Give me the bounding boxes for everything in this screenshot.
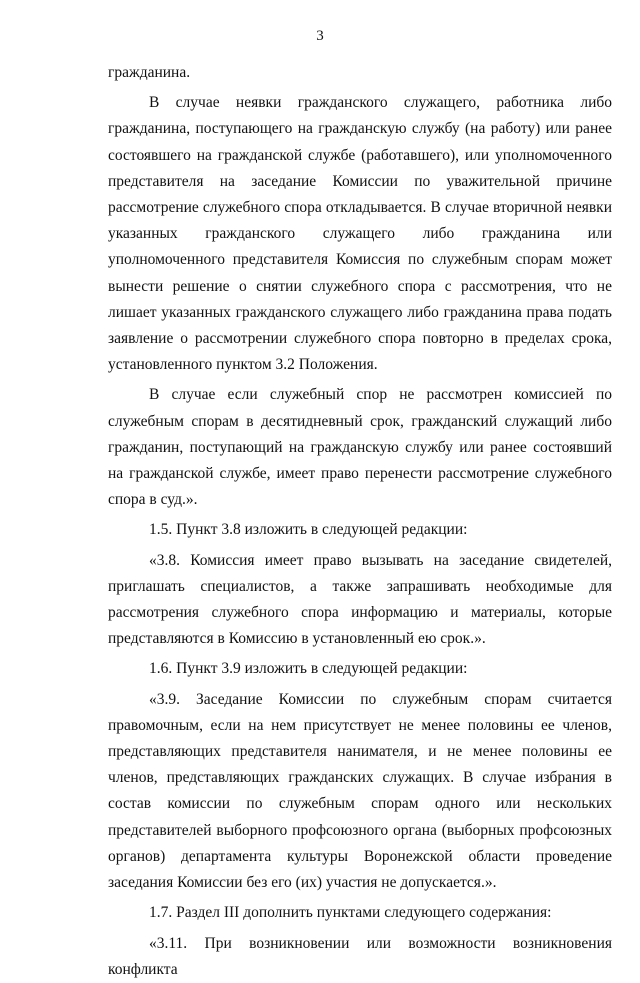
amendment-heading-1-5: 1.5. Пункт 3.8 изложить в следующей редакции: (149, 521, 468, 539)
paragraph-clause-3-9: «3.9. Заседание Комиссии по служебным спорам считается правомочным, если на нем присутствует не менее половины ее членов, представляющих представителя нанимателя, и не менее половины ее членов, представляющих гражданских служащих. В случае избрания в состав комиссии по служебным спорам одного или нескольких представителей выборного профсоюзного органа (выборных профсоюзных органов) департамента культуры Воронежской области проведение заседания Комиссии без его (их) участия не допускается.». (108, 690, 612, 892)
amendment-heading-1-7: 1.7. Раздел III дополнить пунктами следующего содержания: (149, 904, 552, 922)
paragraph-continuation: гражданина. (108, 64, 191, 81)
paragraph-absence-postponement: В случае неявки гражданского служащего, работника либо гражданина, поступающего на гражданскую службу (на работу) или ранее состоявшего на гражданской службе (работавшего), или уполномоченного представителя на заседание Комиссии по уважительной причине рассмотрение служебного спора откладывается. В случае вторичной неявки указанных гражданского служащего либо гражданина или уполномоченного представителя Комиссия по служебным спорам может вынести решение о снятии служебного спора с рассмотрения, что не лишает указанных гражданского служащего либо гражданина права подать заявление о рассмотрении служебного спора повторно в пределах срока, установленного пунктом 3.2 Положения. (108, 94, 612, 374)
document-body (108, 60, 612, 983)
amendment-heading-1-6: 1.6. Пункт 3.9 изложить в следующей редакции: (149, 660, 468, 678)
paragraph-court-transfer: В случае если служебный спор не рассмотрен комиссией по служебным спорам в десятидневный срок, гражданский служащий либо гражданин, поступающий на гражданскую службу или ранее состоявший на гражданской службе, имеет право перенести рассмотрение служебного спора в суд.». (108, 386, 612, 509)
page-number: 3 (316, 28, 324, 44)
paragraph-clause-3-11: «3.11. При возникновении или возможности возникновения конфликта (108, 934, 612, 978)
paragraph-clause-3-8: «3.8. Комиссия имеет право вызывать на заседание свидетелей, приглашать специалистов, а также запрашивать необходимые для рассмотрения служебного спора информацию и материалы, которые представляются в Комиссию в установленный ею срок.». (108, 551, 612, 648)
